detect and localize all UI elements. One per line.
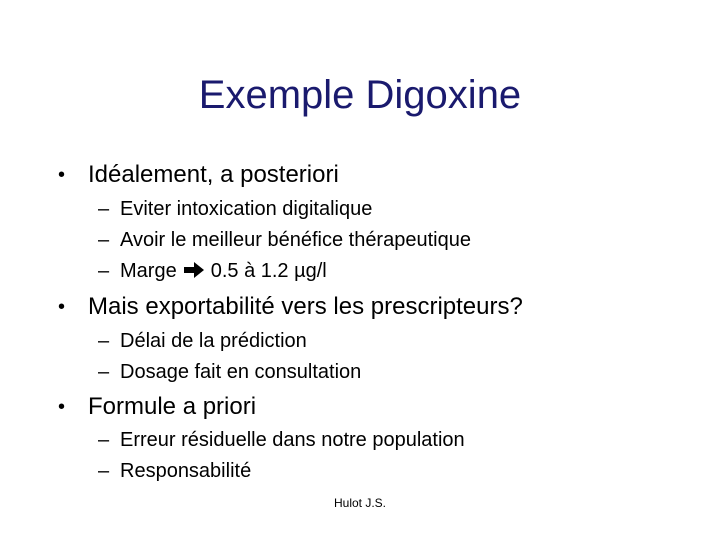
sub-marker: – (98, 260, 110, 282)
sub-marker: – (98, 198, 110, 220)
bullet-text: Idéalement, a posteriori (88, 161, 339, 188)
slide-title: Exemple Digoxine (198, 73, 522, 117)
right-arrow-icon (183, 261, 205, 279)
sub-text: Erreur résiduelle dans notre population (120, 429, 465, 451)
bullet-marker: • (58, 164, 66, 186)
sub-marker: – (98, 330, 110, 352)
sub-text: Responsabilité (120, 460, 252, 482)
sub-marker: – (98, 361, 110, 383)
sub-text: Dosage fait en consultation (120, 361, 362, 383)
bullet-marker: • (58, 396, 66, 418)
sub-text-with-arrow (120, 258, 327, 284)
sub-marker: – (98, 429, 110, 451)
sub-marker: – (98, 460, 110, 482)
sub-marker: – (98, 229, 110, 251)
bullet-marker: • (58, 296, 66, 318)
sub-text: Délai de la prédiction (120, 330, 307, 352)
sub-text: Eviter intoxication digitalique (120, 198, 373, 220)
bullet-text: Mais exportabilité vers les prescripteurs? (88, 293, 523, 320)
bullet-text: Formule a priori (88, 393, 257, 420)
sub-text: Avoir le meilleur bénéfice thérapeutique (120, 229, 471, 251)
slide-footer: Hulot J.S. (333, 496, 387, 510)
sub-text-before: Marge (120, 260, 177, 282)
sub-text-after: 0.5 à 1.2 µg/l (210, 260, 327, 282)
